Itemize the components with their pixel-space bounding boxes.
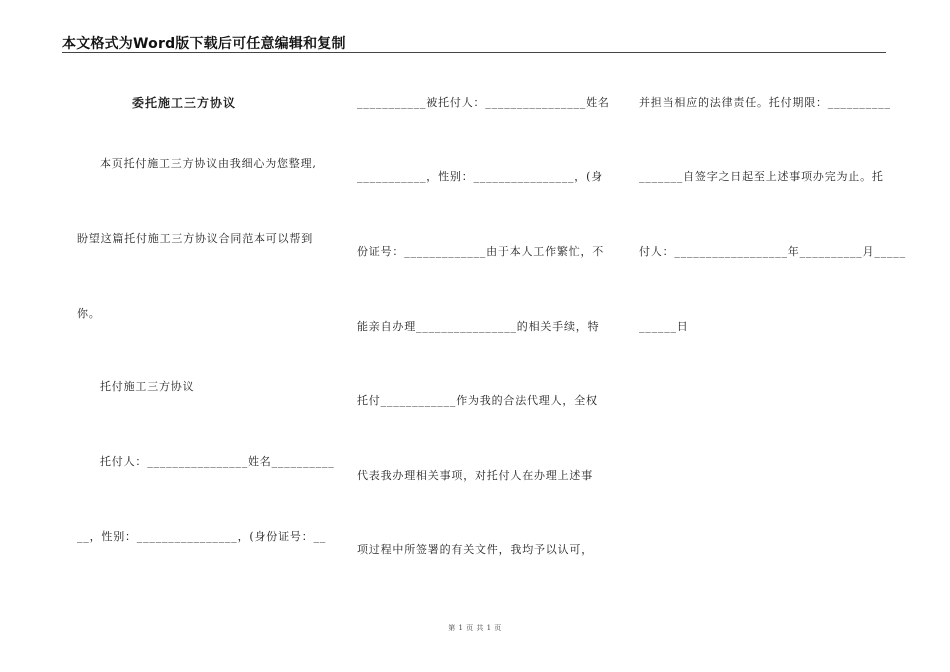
paragraph-line: 付人：__________________年__________月_____	[639, 245, 906, 258]
paragraph-line: 并担当相应的法律责任。托付期限：__________	[639, 96, 891, 109]
paragraph-line: 项过程中所签署的有关文件，我均予以认可，	[357, 543, 593, 556]
document-title: 委托施工三方协议	[132, 96, 237, 110]
paragraph-line: 份证号：_____________由于本人工作繁忙，不	[357, 245, 605, 258]
paragraph-line: ______日	[639, 320, 689, 333]
paragraph-line: 能亲自办理________________的相关手续，特	[357, 320, 600, 333]
paragraph-line: 代表我办理相关事项，对托付人在办理上述事	[357, 469, 593, 482]
header-divider	[62, 52, 886, 53]
paragraph-line: 本页托付施工三方协议由我细心为您整理,	[100, 157, 317, 170]
paragraph-line: __，性别：________________，(身份证号：__	[77, 530, 327, 543]
paragraph-line: ___________，性别：________________，(身	[357, 170, 603, 183]
paragraph-line: 托付人：________________姓名__________	[100, 455, 335, 468]
paragraph-line: ___________被托付人：________________姓名	[357, 96, 610, 109]
paragraph-line: 托付____________作为我的合法代理人，全权	[357, 394, 598, 407]
section-heading: 托付施工三方协议	[100, 380, 195, 393]
paragraph-line: 盼望这篇托付施工三方协议合同范本可以帮到	[77, 232, 313, 245]
paragraph-line: _______自签字之日起至上述事项办完为止。托	[639, 170, 884, 183]
page-footer: 第 1 页 共 1 页	[448, 624, 502, 632]
paragraph-line: 你。	[77, 307, 101, 320]
page-header: 本文格式为Word版下载后可任意编辑和复制	[62, 36, 346, 52]
